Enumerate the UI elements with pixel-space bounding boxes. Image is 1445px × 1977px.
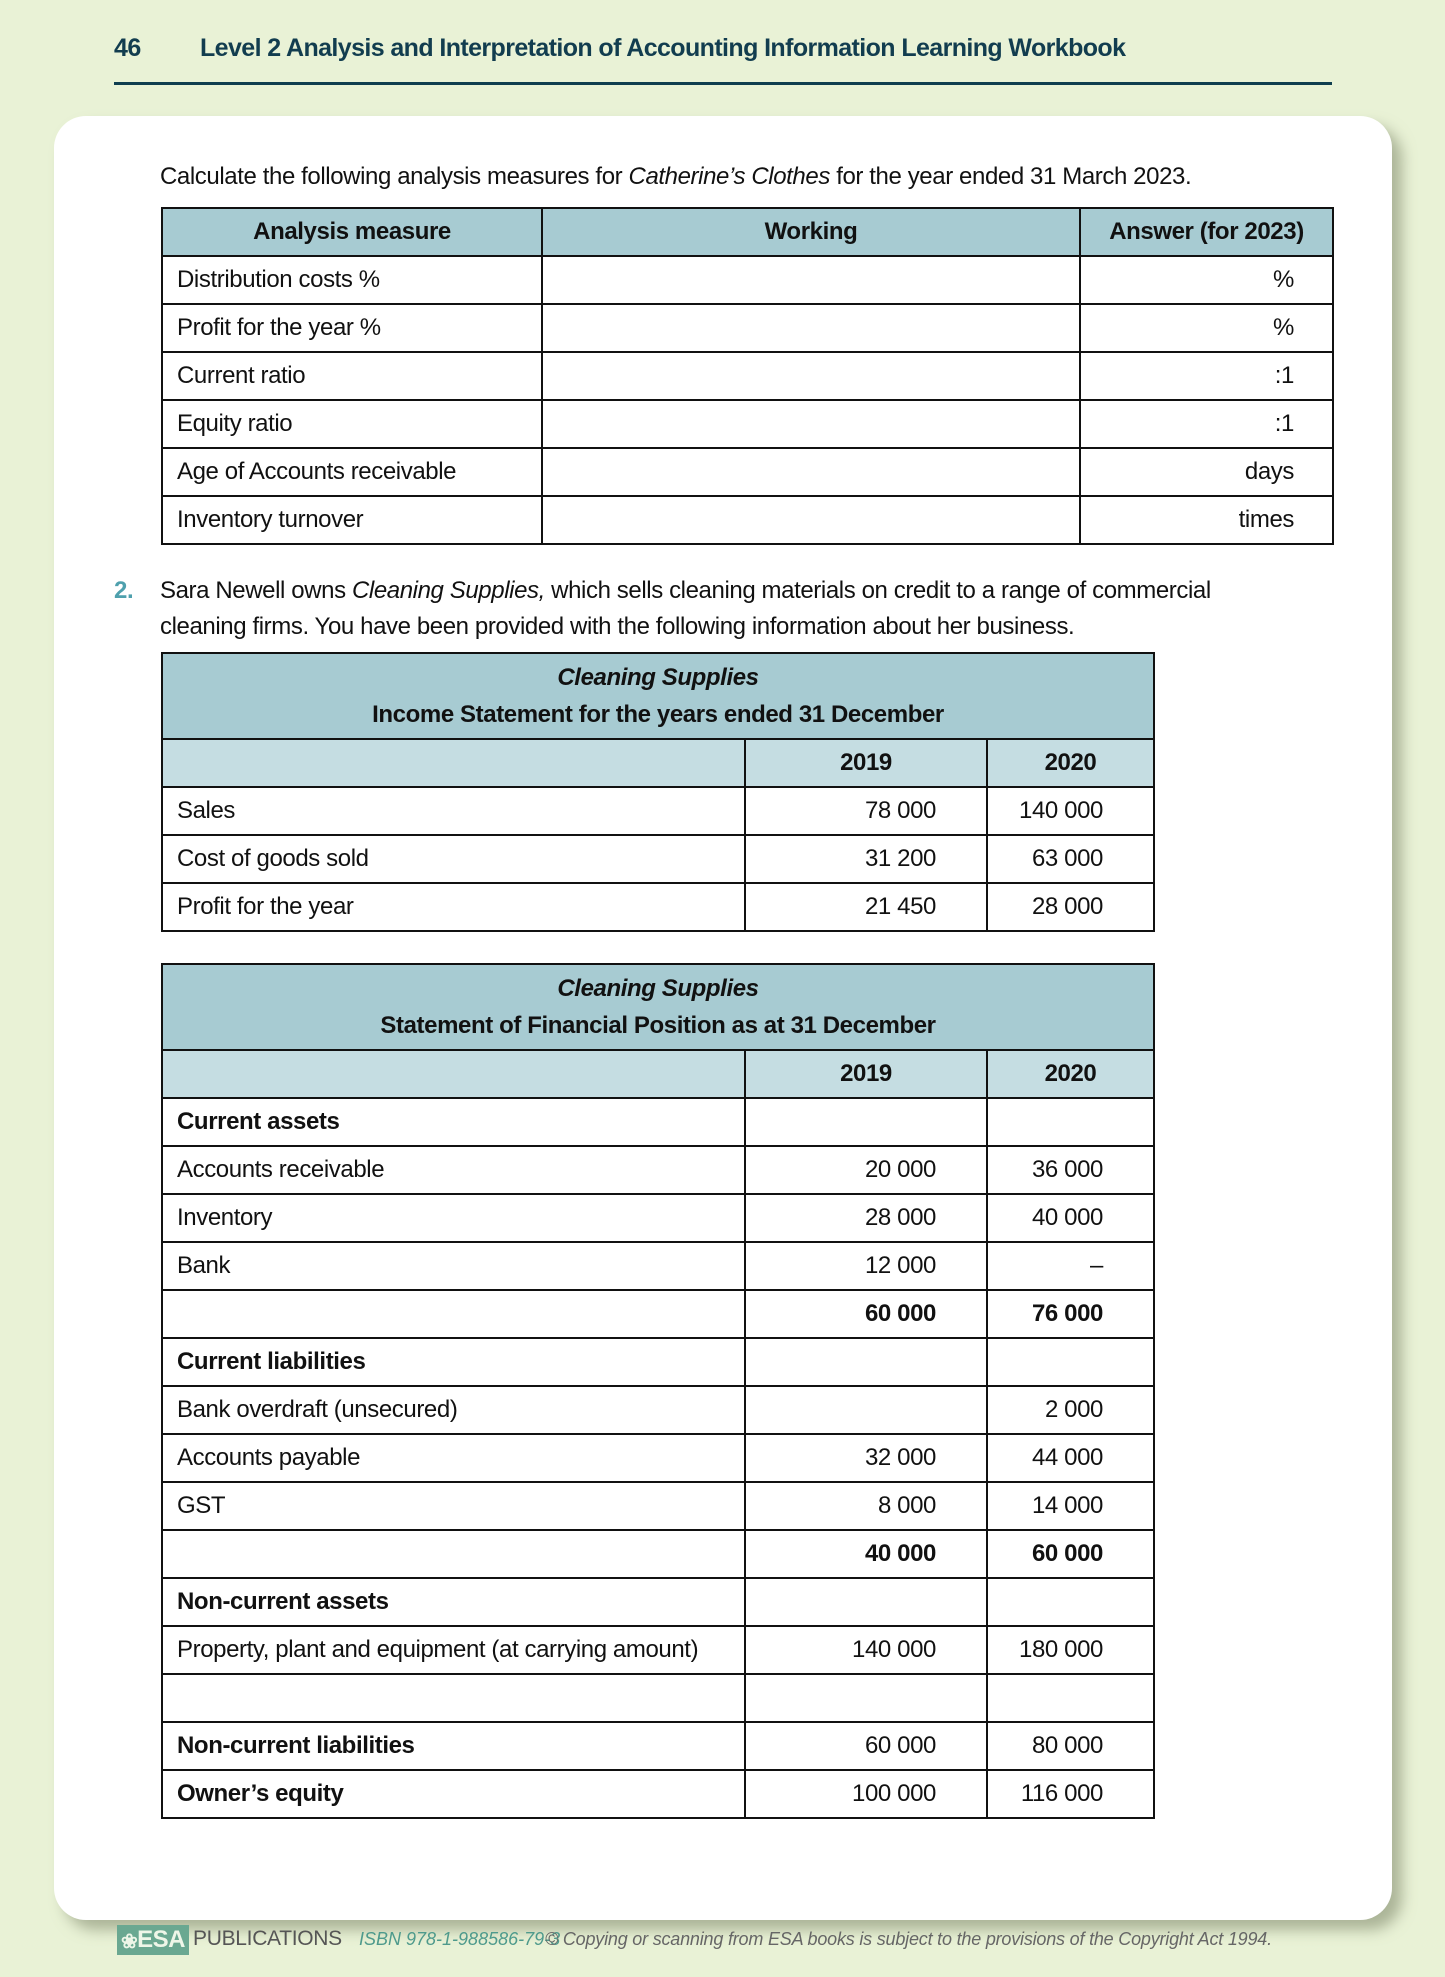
value-2020: 140 000 (987, 787, 1154, 835)
table-row (162, 1242, 1154, 1290)
row-label (162, 1674, 745, 1722)
table-row (162, 1290, 1154, 1338)
table-row (162, 400, 1333, 448)
table-row (162, 1578, 1154, 1626)
value-2020: 28 000 (987, 883, 1154, 931)
page-number: 46 (114, 34, 141, 62)
value-2020: 60 000 (987, 1530, 1154, 1578)
value-2019: 60 000 (745, 1722, 987, 1770)
publisher-name: PUBLICATIONS (193, 1927, 342, 1950)
row-label: Property, plant and equipment (at carrying amount) (162, 1626, 745, 1674)
table-row (162, 1626, 1154, 1674)
answer-cell[interactable]: :1 (1080, 352, 1333, 400)
page-footer (117, 1925, 1347, 1957)
table-row (162, 1722, 1154, 1770)
value-2019: 32 000 (745, 1434, 987, 1482)
table-row (162, 1674, 1154, 1722)
value-2019: 28 000 (745, 1194, 987, 1242)
table-row (162, 496, 1333, 544)
value-2019 (745, 1386, 987, 1434)
value-2020: 180 000 (987, 1626, 1154, 1674)
measure-label: Equity ratio (162, 400, 542, 448)
value-2019 (745, 1098, 987, 1146)
book-title: Level 2 Analysis and Interpretation of Accounting Information Learning Workbook (200, 34, 1126, 62)
year-header-2020: 2020 (987, 1050, 1154, 1098)
q2-text-start: Sara Newell owns (160, 577, 352, 604)
logo-text: ESA (137, 1926, 185, 1953)
table-row (162, 883, 1154, 931)
year-header-2019: 2019 (745, 739, 987, 787)
value-2019 (745, 1338, 987, 1386)
table-row (162, 304, 1333, 352)
value-2019: 78 000 (745, 787, 987, 835)
working-cell[interactable] (542, 304, 1080, 352)
intro-text-end: for the year ended 31 March 2023. (829, 163, 1192, 190)
table-title-row (162, 653, 1154, 739)
value-2020: 40 000 (987, 1194, 1154, 1242)
value-2019: 60 000 (745, 1290, 987, 1338)
value-2020: 80 000 (987, 1722, 1154, 1770)
year-header-2019: 2019 (745, 1050, 987, 1098)
value-2019 (745, 1578, 987, 1626)
working-cell[interactable] (542, 352, 1080, 400)
year-header-row (162, 1050, 1154, 1098)
year-header-2020: 2020 (987, 739, 1154, 787)
table-row (162, 352, 1333, 400)
row-label: GST (162, 1482, 745, 1530)
question2-text (160, 573, 1290, 645)
table-row (162, 1530, 1154, 1578)
row-label (162, 1530, 745, 1578)
row-label: Non-current liabilities (162, 1722, 745, 1770)
value-2019: 8 000 (745, 1482, 987, 1530)
value-2019: 20 000 (745, 1146, 987, 1194)
income-statement-table (161, 652, 1155, 932)
copyright-notice: © Copying or scanning from ESA books is subject to the provisions of the Copyright Act 1994. (545, 1929, 1272, 1949)
row-label: Current liabilities (162, 1338, 745, 1386)
isbn: ISBN 978-1-988586-79-3 (359, 1929, 561, 1949)
answer-cell[interactable]: days (1080, 448, 1333, 496)
table-row (162, 448, 1333, 496)
table-title (162, 653, 1154, 739)
q2-company: Cleaning Supplies, (351, 577, 545, 604)
answer-cell[interactable]: % (1080, 304, 1333, 352)
value-2020: 36 000 (987, 1146, 1154, 1194)
table-row (162, 1146, 1154, 1194)
value-2019 (745, 1674, 987, 1722)
value-2020 (987, 1338, 1154, 1386)
value-2019: 100 000 (745, 1770, 987, 1818)
row-label: Inventory (162, 1194, 745, 1242)
table-statement-title: Statement of Financial Position as at 31 December (380, 1012, 936, 1039)
value-2020 (987, 1674, 1154, 1722)
table-row (162, 1338, 1154, 1386)
table-row (162, 1194, 1154, 1242)
row-label: Non-current assets (162, 1578, 745, 1626)
esa-logo (117, 1925, 189, 1955)
value-2020: 2 000 (987, 1386, 1154, 1434)
table-title (162, 964, 1154, 1050)
table-header-row (162, 208, 1333, 256)
table-company: Cleaning Supplies (557, 975, 759, 1002)
value-2019: 21 450 (745, 883, 987, 931)
blank-header (162, 739, 745, 787)
row-label: Sales (162, 787, 745, 835)
table-statement-title: Income Statement for the years ended 31 December (372, 701, 944, 728)
row-label: Bank (162, 1242, 745, 1290)
analysis-measures-table (161, 207, 1334, 545)
row-label: Accounts receivable (162, 1146, 745, 1194)
value-2019: 40 000 (745, 1530, 987, 1578)
question-number: 2. (114, 577, 134, 604)
measure-label: Current ratio (162, 352, 542, 400)
value-2020: 63 000 (987, 835, 1154, 883)
working-cell[interactable] (542, 400, 1080, 448)
answer-cell[interactable]: times (1080, 496, 1333, 544)
table-row (162, 256, 1333, 304)
intro-text: Calculate the following analysis measures for (160, 163, 629, 190)
value-2020: – (987, 1242, 1154, 1290)
table-row (162, 1770, 1154, 1818)
table-row (162, 1098, 1154, 1146)
column-header-measure: Analysis measure (162, 208, 542, 256)
header-rule (114, 82, 1332, 85)
value-2020: 14 000 (987, 1482, 1154, 1530)
table-row (162, 787, 1154, 835)
table-company: Cleaning Supplies (557, 664, 759, 691)
financial-position-table (161, 963, 1155, 1819)
measure-label: Profit for the year % (162, 304, 542, 352)
column-header-answer: Answer (for 2023) (1080, 208, 1333, 256)
answer-cell[interactable]: % (1080, 256, 1333, 304)
table-row (162, 1482, 1154, 1530)
measure-label: Age of Accounts receivable (162, 448, 542, 496)
row-label: Profit for the year (162, 883, 745, 931)
q2-text-end: which sells cleaning materials on credit to a range of commercial cleaning firms. You have been provided with the following information about her business. (160, 577, 1211, 640)
value-2020 (987, 1578, 1154, 1626)
intro-company: Catherine’s Clothes (628, 163, 830, 190)
measure-label: Distribution costs % (162, 256, 542, 304)
blank-header (162, 1050, 745, 1098)
table-row (162, 835, 1154, 883)
value-2019: 12 000 (745, 1242, 987, 1290)
answer-cell[interactable]: :1 (1080, 400, 1333, 448)
measure-label: Inventory turnover (162, 496, 542, 544)
value-2020 (987, 1098, 1154, 1146)
table-row (162, 1434, 1154, 1482)
tree-icon: ❀ (121, 1931, 138, 1953)
working-cell[interactable] (542, 256, 1080, 304)
value-2019: 140 000 (745, 1626, 987, 1674)
value-2020: 44 000 (987, 1434, 1154, 1482)
working-cell[interactable] (542, 448, 1080, 496)
column-header-working: Working (542, 208, 1080, 256)
row-label: Bank overdraft (unsecured) (162, 1386, 745, 1434)
question1-intro (160, 163, 1191, 191)
table-row (162, 1386, 1154, 1434)
table-title-row (162, 964, 1154, 1050)
row-label (162, 1290, 745, 1338)
value-2020: 116 000 (987, 1770, 1154, 1818)
row-label: Cost of goods sold (162, 835, 745, 883)
row-label: Owner’s equity (162, 1770, 745, 1818)
working-cell[interactable] (542, 496, 1080, 544)
row-label: Current assets (162, 1098, 745, 1146)
row-label: Accounts payable (162, 1434, 745, 1482)
year-header-row (162, 739, 1154, 787)
value-2020: 76 000 (987, 1290, 1154, 1338)
page-header (114, 30, 1332, 86)
value-2019: 31 200 (745, 835, 987, 883)
